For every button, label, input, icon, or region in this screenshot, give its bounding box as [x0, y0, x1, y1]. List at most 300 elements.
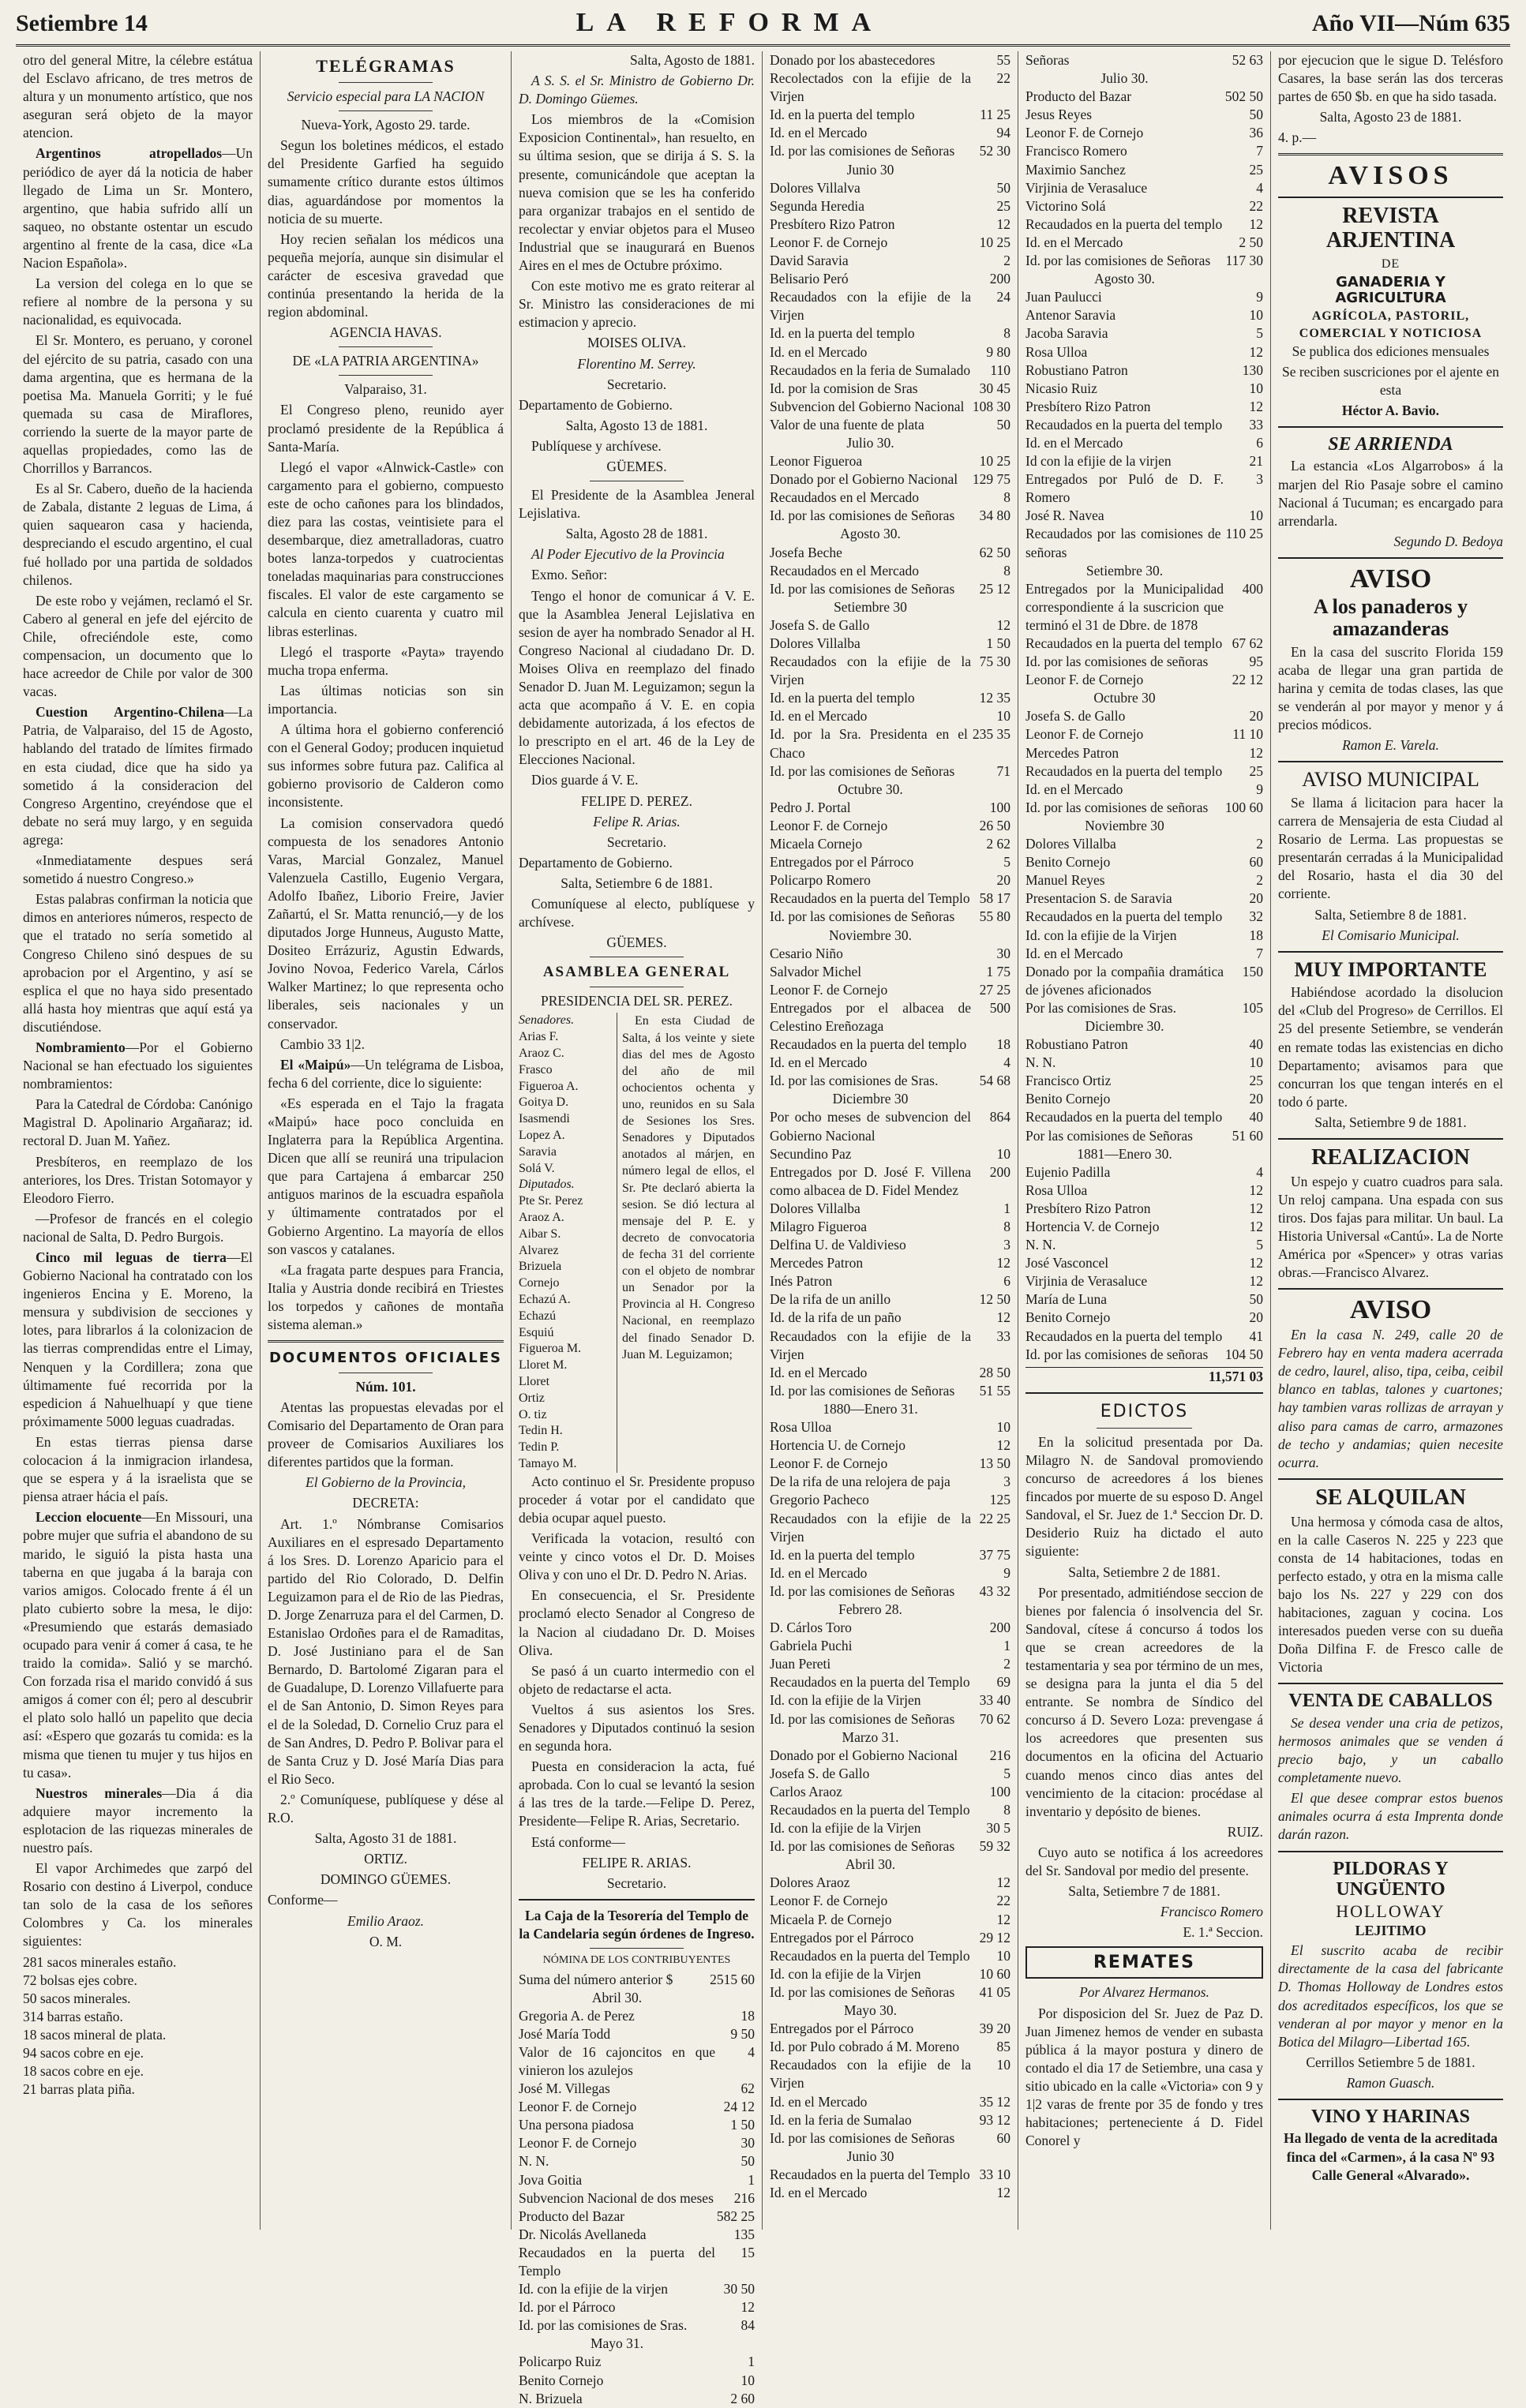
ledger-label: Octubre 30 — [1093, 690, 1156, 706]
dateline: Salta, Agosto 28 de 1881. — [565, 526, 708, 542]
ledger-label: David Saravia — [770, 253, 849, 269]
ledger-label: Gregoria A. de Perez — [519, 2007, 635, 2024]
list-item: Pte Sr. Perez — [519, 1194, 583, 1208]
issue-date: Setiembre 14 — [16, 10, 148, 36]
ad-agent: Héctor A. Bavio. — [1341, 402, 1440, 418]
dateline: Salta, Agosto de 1881. — [630, 52, 755, 68]
ledger-total: 11,571 03 — [1025, 1367, 1263, 1386]
ledger-amount: 25 — [1249, 762, 1263, 779]
ledger-row — [770, 2166, 1010, 2184]
article-title: Nuestros minerales — [36, 1784, 163, 1801]
ledger-label: Recaudados en la puerta del Templo — [770, 1947, 970, 1964]
paragraph: La comision conservadora quedó compuesta de los senadores Antonio Varas, Marcial Gonzalez, Manuel Valenzuela Castillo, Eugenio Vergara, Adolfo Ibañez, Liborio Freire, Javier Zañartú, el Sr. Matta renunció,—y de los diputados Jorge Hunneus, Augusto Matte, Dositeo Errázuriz, Agustin Edwards, Jovino Novoa, Federico Varela, Cárlos Walker Martinez; lo que representa ocho liberales, seis nacionales y un conservador. — [268, 815, 504, 1032]
ledger-row — [770, 1254, 1010, 1272]
ledger-label: Id. en el Mercado — [770, 125, 868, 141]
article-title: Cuestion Argentino-Chilena — [36, 704, 225, 721]
ledger-amount: 52 30 — [979, 143, 1010, 159]
list-item: Alvarez — [519, 1243, 559, 1257]
ledger-label: Id. con la efijie de la virjen — [519, 2281, 669, 2298]
ledger-row — [1025, 927, 1263, 945]
signature: ORTIZ. — [364, 1851, 407, 1867]
paragraph: Es al Sr. Cabero, dueño de la hacienda de Zabala, distante 2 leguas de Lima, á quien saquearon casa y hacienda, despreciando el escudo argentino, el cual fué hollado por una partida de soldados chilenos. — [23, 481, 253, 588]
ledger-label: Eujenio Padilla — [1025, 1163, 1111, 1180]
list-item: Cornejo — [519, 1276, 560, 1290]
ledger-row — [770, 853, 1010, 871]
ledger-amount: 41 — [1249, 1328, 1263, 1344]
ledger-row — [770, 1200, 1010, 1218]
ledger-amount: 10 — [996, 2057, 1010, 2073]
ledger-amount: 12 — [741, 2299, 755, 2316]
ledger-label: Leonor F. de Cornejo — [770, 234, 888, 250]
department-line: Departamento de Gobierno. — [519, 396, 673, 413]
ledger-row — [1025, 161, 1263, 179]
ledger-label: Id. en la puerta del templo — [770, 107, 915, 123]
ad-title: SE ALQUILAN — [1315, 1485, 1466, 1510]
ledger-amount: 10 60 — [979, 1965, 1010, 1982]
ledger-row — [1025, 762, 1263, 781]
ledger-amount: 130 — [1242, 361, 1263, 378]
ledger-label: Id. en el Mercado — [770, 1054, 868, 1071]
ledger-label: Benito Cornejo — [1025, 854, 1111, 871]
list-item: 21 barras plata piña. — [23, 2081, 135, 2098]
agency-line: AGENCIA HAVAS. — [329, 324, 442, 341]
ledger-label: Gabriela Puchi — [770, 1638, 853, 1654]
ledger-row — [770, 1145, 1010, 1163]
list-item: Isasmendi — [519, 1112, 570, 1126]
list-item: Arias F. — [519, 1030, 559, 1044]
ledger-label: Id. de la rifa de un paño — [770, 1309, 902, 1326]
ledger-amount: 500 — [989, 999, 1010, 1016]
paragraph: El Sr. Montero, es peruano, y coronel del ejército de su patria, casado con una dama argentina, que es hermana de la poetisa Ma. Manuela Gorriti; y le fué quemada su casa de Miraflores, corriendo la suerte de la mayor parte de aquellas propiedades, como las de Chorrillos y Barrancos. — [23, 332, 253, 477]
ledger-row — [770, 1436, 1010, 1455]
ledger-amount: 55 — [996, 52, 1010, 68]
ledger-amount: 25 — [1249, 161, 1263, 178]
article-body: —Dia á dia adquiere mayor incremento la esplotacion de las riquezas minerales de nuestro país. — [23, 1784, 253, 1856]
ledger-amount: 12 — [996, 1437, 1010, 1454]
ledger-amount: 10 — [1249, 1054, 1263, 1071]
ad-text: En la casa N. 249, calle 20 de Febrero hay en venta madera acerrada de cedro, laurel, aliso, tipa, ceiba, ceibil blanco en tablas, talones y cuartones; hay tambien varas rollizas de arrayan y aliso para camas de carro, armazones de techo y andamias; quien necesite ocurra. — [1278, 1327, 1503, 1470]
ledger-row — [770, 908, 1010, 926]
ledger-label: Leonor F. de Cornejo — [770, 981, 888, 998]
ledger-date-heading — [770, 598, 1010, 616]
ledger-row — [770, 398, 1010, 416]
dateline: Salta, Setiembre 6 de 1881. — [561, 874, 713, 891]
paragraph: Segun los boletines médicos, el estado del Presidente Garfied ha seguido sumamente crítico durante estos últimos dias, aguardándose por momentos la noticia de su muerte. — [268, 137, 504, 227]
ledger-amount: 502 50 — [1224, 88, 1263, 105]
ledger-date-heading — [1025, 69, 1263, 88]
ledger-row — [770, 981, 1010, 999]
ledger-label: Entregados por el Párroco — [770, 2020, 914, 2037]
ledger-row — [770, 1947, 1010, 1965]
ledger-label: Id. en el Mercado — [1025, 434, 1123, 451]
ledger-label: José Vasconcel — [1025, 1255, 1109, 1271]
ledger-row — [1025, 1200, 1263, 1218]
ledger-date-heading — [519, 1989, 755, 2007]
column-3 — [512, 51, 763, 2406]
ledger-row — [770, 2056, 1010, 2092]
article-leccion — [23, 1508, 253, 1781]
divider — [1278, 153, 1503, 155]
ledger-label: Josefa Beche — [770, 544, 842, 560]
remate-by: Por Alvarez Hermanos. — [1079, 1984, 1209, 2001]
paragraph: Tengo el honor de comunicar á V. E. que la Asamblea Jeneral Lejislativa en sesion de ayer ha nombrado Senador al H. Congreso Nacional al ciudadano Dr. D. Moises Oliva en reemplazo del finado Senador D. Juan M. Leguizamon; segun la acta que acompaño á V. E. en copia debidamente autorizada, á los efectos de lo prescripto en el art. 46 de la Ley de Elecciones Nacional. — [519, 587, 755, 768]
ledger-amount: 54 68 — [979, 1073, 1010, 1089]
article-maipu — [268, 1056, 504, 1092]
ledger-date-heading — [770, 1400, 1010, 1418]
ledger-row — [770, 51, 1010, 69]
ledger-label: Leonor F. de Cornejo — [1025, 726, 1144, 743]
list-item: Ortiz — [519, 1391, 545, 1405]
avisos-heading: AVISOS — [1328, 161, 1453, 191]
ledger-row — [770, 1218, 1010, 1236]
ledger-label: Inés Patron — [770, 1273, 833, 1290]
ledger-label: Diciembre 30 — [832, 1091, 909, 1107]
ledger-amount: 69 — [996, 1674, 1010, 1691]
ledger-amount: 12 — [996, 1874, 1010, 1891]
paragraph: Cuyo auto se notifica á los acreedores del Sr. Sandoval por medio del presente. — [1025, 1844, 1263, 1879]
ledger-row — [519, 2152, 755, 2170]
ledger-amount: 12 — [996, 1911, 1010, 1927]
list-item: 18 sacos mineral de plata. — [23, 2026, 167, 2043]
ledger-amount: 10 25 — [979, 234, 1010, 250]
ledger-row — [1025, 999, 1263, 1017]
ledger-amount: 12 — [1249, 1219, 1263, 1234]
ad-text: En la casa del suscrito Florida 159 acaba de llegar una gran partida de harina y cemita de todas clases, las que se venderán al por mayor y menor y á precios módicos. — [1278, 643, 1503, 733]
ledger-label: 1880—Enero 31. — [823, 1400, 918, 1417]
ledger-amount: 9 — [1256, 781, 1263, 797]
ledger-label: Id. en la puerta del templo — [770, 325, 915, 342]
ledger-amount: 30 — [996, 945, 1010, 961]
ledger-label: Donado por los abastecedores — [770, 52, 935, 68]
ledger-label: Id. por las comisiones de Señoras — [770, 1983, 955, 2000]
ledger-label: Entregados por Puló de D. F. Romero — [1025, 471, 1224, 506]
ledger-label: Id. por las comisiones de Señoras — [1025, 253, 1211, 269]
ledger-row — [1025, 1254, 1263, 1272]
ledger-amount: 40 — [1249, 1109, 1263, 1125]
ledger-row — [770, 1510, 1010, 1546]
ledger-amount: 5 — [1003, 854, 1010, 871]
ledger-label: Noviembre 30 — [1085, 817, 1164, 833]
ledger-row — [1025, 324, 1263, 343]
list-heading: Senadores. — [519, 1013, 575, 1028]
ledger-row — [519, 2134, 755, 2152]
ledger-amount: 40 — [1249, 1036, 1263, 1053]
ledger-label: Recaudados con la efijie de la Virjen — [770, 2057, 971, 2092]
ledger-row — [770, 1655, 1010, 1673]
ledger-date-heading — [770, 434, 1010, 452]
ledger-amount: 30 5 — [986, 1820, 1010, 1837]
column-5 — [1018, 51, 1271, 2230]
article-title: Argentinos atropellados — [36, 145, 223, 162]
signature: GÜEMES. — [606, 934, 667, 951]
ledger-amount: 43 32 — [979, 1582, 1010, 1599]
ledger-label: Donado por el Gobierno Nacional — [770, 1747, 958, 1763]
ledger-label: Benito Cornejo — [1025, 1309, 1111, 1326]
ledger-amount: 10 — [996, 1947, 1010, 1964]
ledger-row — [770, 234, 1010, 252]
ad-title: VINO Y HARINAS — [1311, 2107, 1470, 2128]
paragraph: «Inmediatamente despues será sometido á nuestro Congreso.» — [23, 852, 253, 887]
ledger-amount: 50 — [741, 2153, 755, 2170]
ledger-label: Josefa S. de Gallo — [770, 616, 870, 633]
ledger-label: Id. con la efijie de la Virjen — [770, 1692, 921, 1709]
ledger-amount: 6 — [1003, 1273, 1010, 1290]
ledger-label: Abril 30. — [591, 1989, 643, 2005]
ledger-row — [770, 1911, 1010, 1929]
ledger-row — [770, 2111, 1010, 2129]
ledger-label: Valor de una fuente de plata — [770, 416, 924, 433]
ledger-row — [770, 452, 1010, 470]
section-heading-edictos: EDICTOS — [1100, 1401, 1189, 1421]
article-body: —Por el Gobierno Nacional se han efectuado los siguientes nombramientos: — [23, 1039, 253, 1092]
ledger-amount: 100 — [989, 1783, 1010, 1799]
column-6 — [1271, 51, 1510, 2230]
paragraph: Por presentado, admitiéndose seccion de bienes por falencia ó insolvencia del Sr. Sandoval, cítese á concurso á todos los que se crean acreedores de la testamentaria y sea por término de un mes, se designa para la junta el dia 5 del entrante. Se nombra de Síndico del concurso á D. Severo Loza: prevengase á los acreedores que presenten sus documentos en la oficina del Actuario cuando menos cinco dias antes del vencimiento de la citacion: procédase al inventario y depósito de bienes. — [1025, 1584, 1263, 1819]
ledger-label: Id. en el Mercado — [770, 2184, 868, 2200]
paragraph: Publíquese y archívese. — [531, 437, 662, 454]
ledger-date-heading — [770, 1601, 1010, 1619]
ledger-amount: 400 — [1242, 580, 1263, 597]
ledger-amount: 39 20 — [979, 2020, 1010, 2037]
ledger-label: Dolores Villalba — [770, 1200, 860, 1216]
ledger-row — [1025, 853, 1263, 871]
ledger-row — [1025, 288, 1263, 306]
ledger-amount: 22 — [996, 1893, 1010, 1909]
ledger-amount: 4 — [748, 2043, 755, 2060]
masthead — [16, 8, 1510, 47]
ledger-label: Recaudados por las comisiones de señoras — [1025, 526, 1221, 560]
ad-title: MUY IMPORTANTE — [1294, 957, 1487, 981]
ledger-label: Id. en el Mercado — [1025, 234, 1123, 250]
ledger-label: Francisco Romero — [1025, 143, 1127, 159]
ledger-label: 1881—Enero 30. — [1077, 1145, 1172, 1162]
paragraph: En estas tierras piensa darse colocacion á la inmigracion irlandesa, que se espera y á la israelista que se piensa atraer hácia el país. — [23, 1433, 253, 1505]
ledger-row — [770, 1418, 1010, 1436]
divider — [1278, 1478, 1503, 1480]
ledger-amount: 8 — [1003, 325, 1010, 342]
ledger-label: Leonor F. de Cornejo — [1025, 672, 1144, 688]
ledger-date-heading — [770, 1856, 1010, 1874]
ledger-label: Mercedes Patron — [770, 1255, 864, 1271]
list-item: Tedin H. — [519, 1424, 563, 1438]
ledger-row — [1025, 781, 1263, 799]
ledger-row — [770, 1473, 1010, 1491]
ledger-amount: 12 — [996, 1255, 1010, 1271]
ad-text: DE — [1381, 257, 1400, 271]
ledger-amount: 100 — [989, 799, 1010, 815]
ledger-row — [1025, 452, 1263, 470]
ledger-amount: 62 — [741, 2080, 755, 2097]
article-minerales — [23, 1784, 253, 1857]
ledger-label: Setiembre 30 — [834, 598, 907, 615]
ledger-amount: 2 — [1256, 836, 1263, 852]
ledger-amount: 125 — [989, 1492, 1010, 1508]
list-item: Tamayo M. — [519, 1457, 577, 1470]
ledger-amount: 12 — [1249, 1255, 1263, 1271]
ledger-label: Belisario Peró — [770, 271, 849, 287]
ledger-amount: 21 — [1249, 453, 1263, 470]
ledger-label: N. Brizuela — [519, 2390, 583, 2406]
ad-subtitle: A los panaderos y amazanderas — [1313, 594, 1468, 641]
ledger-label: Jacoba Saravia — [1025, 325, 1108, 342]
article-title: El «Maipú» — [280, 1056, 351, 1073]
salutation: Exmo. Señor: — [531, 567, 608, 583]
ledger-amount: 108 30 — [972, 398, 1010, 414]
ledger-row — [770, 1637, 1010, 1655]
ledger-row — [770, 252, 1010, 270]
ledger-amount: 50 — [1249, 107, 1263, 123]
ledger-label: Junio 30 — [846, 2148, 894, 2164]
ledger-row — [1025, 1236, 1263, 1254]
ledger-amount: 1 50 — [730, 2117, 755, 2133]
ledger-label: Id. en el Mercado — [1025, 781, 1123, 797]
ledger-label: Recaudados en la puerta del templo — [1025, 1328, 1223, 1344]
ledger-row — [1025, 142, 1263, 160]
ledger-amount: 9 80 — [986, 343, 1010, 360]
divider — [1278, 951, 1503, 953]
section-heading-documentos: DOCUMENTOS OFICIALES — [268, 1350, 502, 1367]
ledger-amount: 51 60 — [1232, 1127, 1263, 1144]
ledger-label: Producto del Bazar — [519, 2208, 625, 2224]
paragraph: El Congreso pleno, reunido ayer proclamó presidente de la República á Santa-María. — [268, 402, 504, 455]
article-body: —Un telégrama de Lisboa, fecha 6 del corriente, dice lo siguiente: — [268, 1056, 504, 1091]
document-number: Núm. 101. — [355, 1378, 416, 1395]
ledger-row — [770, 1619, 1010, 1637]
ledger-label: Producto del Bazar — [1025, 88, 1132, 105]
ledger-amount: 10 — [1249, 507, 1263, 524]
ledger-label: Pedro J. Portal — [770, 799, 851, 815]
list-item: 72 bolsas ejes cobre. — [23, 1972, 137, 1988]
dateline: Nueva-York, Agosto 29. tarde. — [301, 117, 471, 133]
ledger-label: Señoras — [1025, 52, 1070, 68]
ledger-label: Subvencion Nacional de dos meses — [519, 2189, 714, 2206]
nomina-heading: NÓMINA DE LOS CONTRIBUYENTES — [542, 1954, 731, 1967]
ad-signature: Segundo D. Bedoya — [1393, 533, 1503, 549]
ledger-label: Jesus Reyes — [1025, 107, 1093, 123]
ledger-row — [1025, 252, 1263, 270]
ledger-row — [770, 580, 1010, 598]
ledger-row — [1025, 671, 1263, 689]
divider — [339, 375, 433, 376]
ledger-row — [770, 1491, 1010, 1509]
paragraph: Por disposicion del Sr. Juez de Paz D. Juan Jimenez hemos de vender en subasta pública á la mayor postura y dinero de contado el dia 17 de Setiembre, una casa y sitio ubicado en la calle «Victoria» con 9 y 1|2 varas de frente por 35 de fondo y tres habitaciones; perteneciente á D. Fidel Conorel y — [1025, 2005, 1263, 2149]
ledger-label: Recaudados en la puerta del Templo — [770, 1674, 970, 1691]
ledger-amount: 75 30 — [979, 653, 1010, 670]
ledger-amount: 1 75 — [986, 963, 1010, 979]
signature: MOISES OLIVA. — [587, 335, 687, 351]
ledger-label: Recaudados en la puerta del Templo — [519, 2244, 715, 2279]
ledger-label: Id. por Pulo cobrado á M. Moreno — [770, 2039, 960, 2055]
ledger-amount: 135 — [733, 2226, 755, 2242]
ledger-label: Id. por las comisiones de señoras — [1025, 653, 1209, 670]
ledger-label: Micaela Cornejo — [770, 836, 863, 852]
divider — [1278, 557, 1503, 559]
ledger-row — [519, 2189, 755, 2208]
ledger-table — [770, 51, 1010, 2202]
ledger-amount: 93 12 — [979, 2111, 1010, 2128]
column-4 — [763, 51, 1018, 2230]
ledger-row — [770, 889, 1010, 908]
column-1 — [16, 51, 261, 2230]
ledger-amount: 8 — [1003, 562, 1010, 579]
article-nombramiento — [23, 1039, 253, 1093]
ledger-row — [770, 1072, 1010, 1090]
ledger-date-heading — [1025, 817, 1263, 835]
ledger-row — [770, 2093, 1010, 2111]
ledger-label: Octubre 30. — [838, 781, 903, 797]
ledger-label: Por las comisiones de Señoras — [1025, 1127, 1193, 1144]
ledger-label: Por ocho meses de subvencion del Gobierno Nacional — [770, 1109, 971, 1144]
ledger-row — [770, 270, 1010, 288]
reference: 4. p.— — [1278, 129, 1317, 146]
ledger-label: Id. en el Mercado — [770, 708, 868, 725]
article-title: Leccion elocuente — [36, 1509, 142, 1526]
ledger-amount: 12 — [1249, 215, 1263, 232]
ledger-label: Id. por la Sra. Presidenta en el Chaco — [770, 726, 968, 761]
ledger-row — [1025, 963, 1263, 999]
ad-text: AGRÍCOLA, PASTORIL, COMERCIAL Y NOTICIOSA — [1299, 309, 1483, 340]
ledger-date-heading — [770, 525, 1010, 543]
ledger-amount: 1 — [1003, 1200, 1010, 1216]
ad-text: Habiéndose acordado la disolucion del «Club del Progreso» de Cerrillos. El 25 del presente Setiembre, se venderán en remate todas las existencias en dicho Departamento; avisamos para que concurran los que tengan interés en el todo ó parte. — [1278, 984, 1503, 1110]
ledger-row — [770, 1965, 1010, 1983]
intro-text: otro del general Mitre, la célebre estátua del Esclavo africano, de tres metros de altura y un monumento artístico, que nos aseguran será objeto de la mayor atencion. — [23, 52, 253, 141]
ledger-amount: 10 — [996, 708, 1010, 725]
ledger-amount: 2 62 — [986, 836, 1010, 852]
divider — [1278, 426, 1503, 428]
ledger-label: Id. en la puerta del templo — [770, 1546, 915, 1563]
ledger-row — [770, 999, 1010, 1035]
ledger-label: Virjinia de Verasaluce — [1025, 1273, 1148, 1290]
ledger-amount: 1 — [748, 2354, 755, 2370]
paragraph: Las últimas noticias son sin importancia. — [268, 682, 504, 717]
ledger-amount: 1 50 — [986, 635, 1010, 651]
list-item: Echazú A. — [519, 1293, 571, 1307]
ledger-label: Marzo 31. — [842, 1728, 899, 1745]
ledger-row — [770, 1108, 1010, 1144]
ledger-label: Recaudados en la puerta del templo — [1025, 1109, 1223, 1125]
ledger-label: Por las comisiones de Sras. — [1025, 999, 1177, 1016]
ledger-amount: 12 — [1249, 1273, 1263, 1290]
list-item: Goitya D. — [519, 1095, 569, 1110]
ledger-label: Policarpo Romero — [770, 872, 871, 889]
ledger-amount: 2 60 — [730, 2390, 755, 2406]
ledger-amount: 20 — [1249, 1091, 1263, 1107]
ledger-amount: 25 — [1249, 1073, 1263, 1089]
ledger-label: Dolores Villalba — [770, 635, 860, 651]
ledger-row — [1025, 380, 1263, 398]
list-item: O. tiz — [519, 1407, 547, 1421]
ledger-label: Manuel Reyes — [1025, 872, 1105, 889]
ledger-amount: 110 25 — [1225, 526, 1263, 542]
ledger-row — [770, 945, 1010, 963]
ledger-row — [519, 2007, 755, 2025]
ledger-amount: 12 — [996, 616, 1010, 633]
ledger-label: Recaudados en el Mercado — [770, 489, 920, 506]
ledger-label: Id. por las comisiones de Señoras — [770, 1710, 955, 1727]
ledger-label: Leonor Figueroa — [770, 453, 863, 470]
ad-signature: Ramon E. Varela. — [1342, 737, 1439, 754]
ledger-amount: 50 — [996, 416, 1010, 433]
ledger-table — [519, 1971, 755, 2408]
ledger-amount: 35 12 — [979, 2093, 1010, 2110]
ledger-label: De la rifa de un anillo — [770, 1291, 891, 1308]
ledger-row — [519, 2116, 755, 2134]
ledger-amount: 235 35 — [972, 726, 1010, 743]
ledger-label: Valor de 16 cajoncitos en que vinieron los azulejos — [519, 2043, 715, 2078]
ledger-row — [1025, 1035, 1263, 1054]
ledger-label: Benito Cornejo — [1025, 1091, 1111, 1107]
